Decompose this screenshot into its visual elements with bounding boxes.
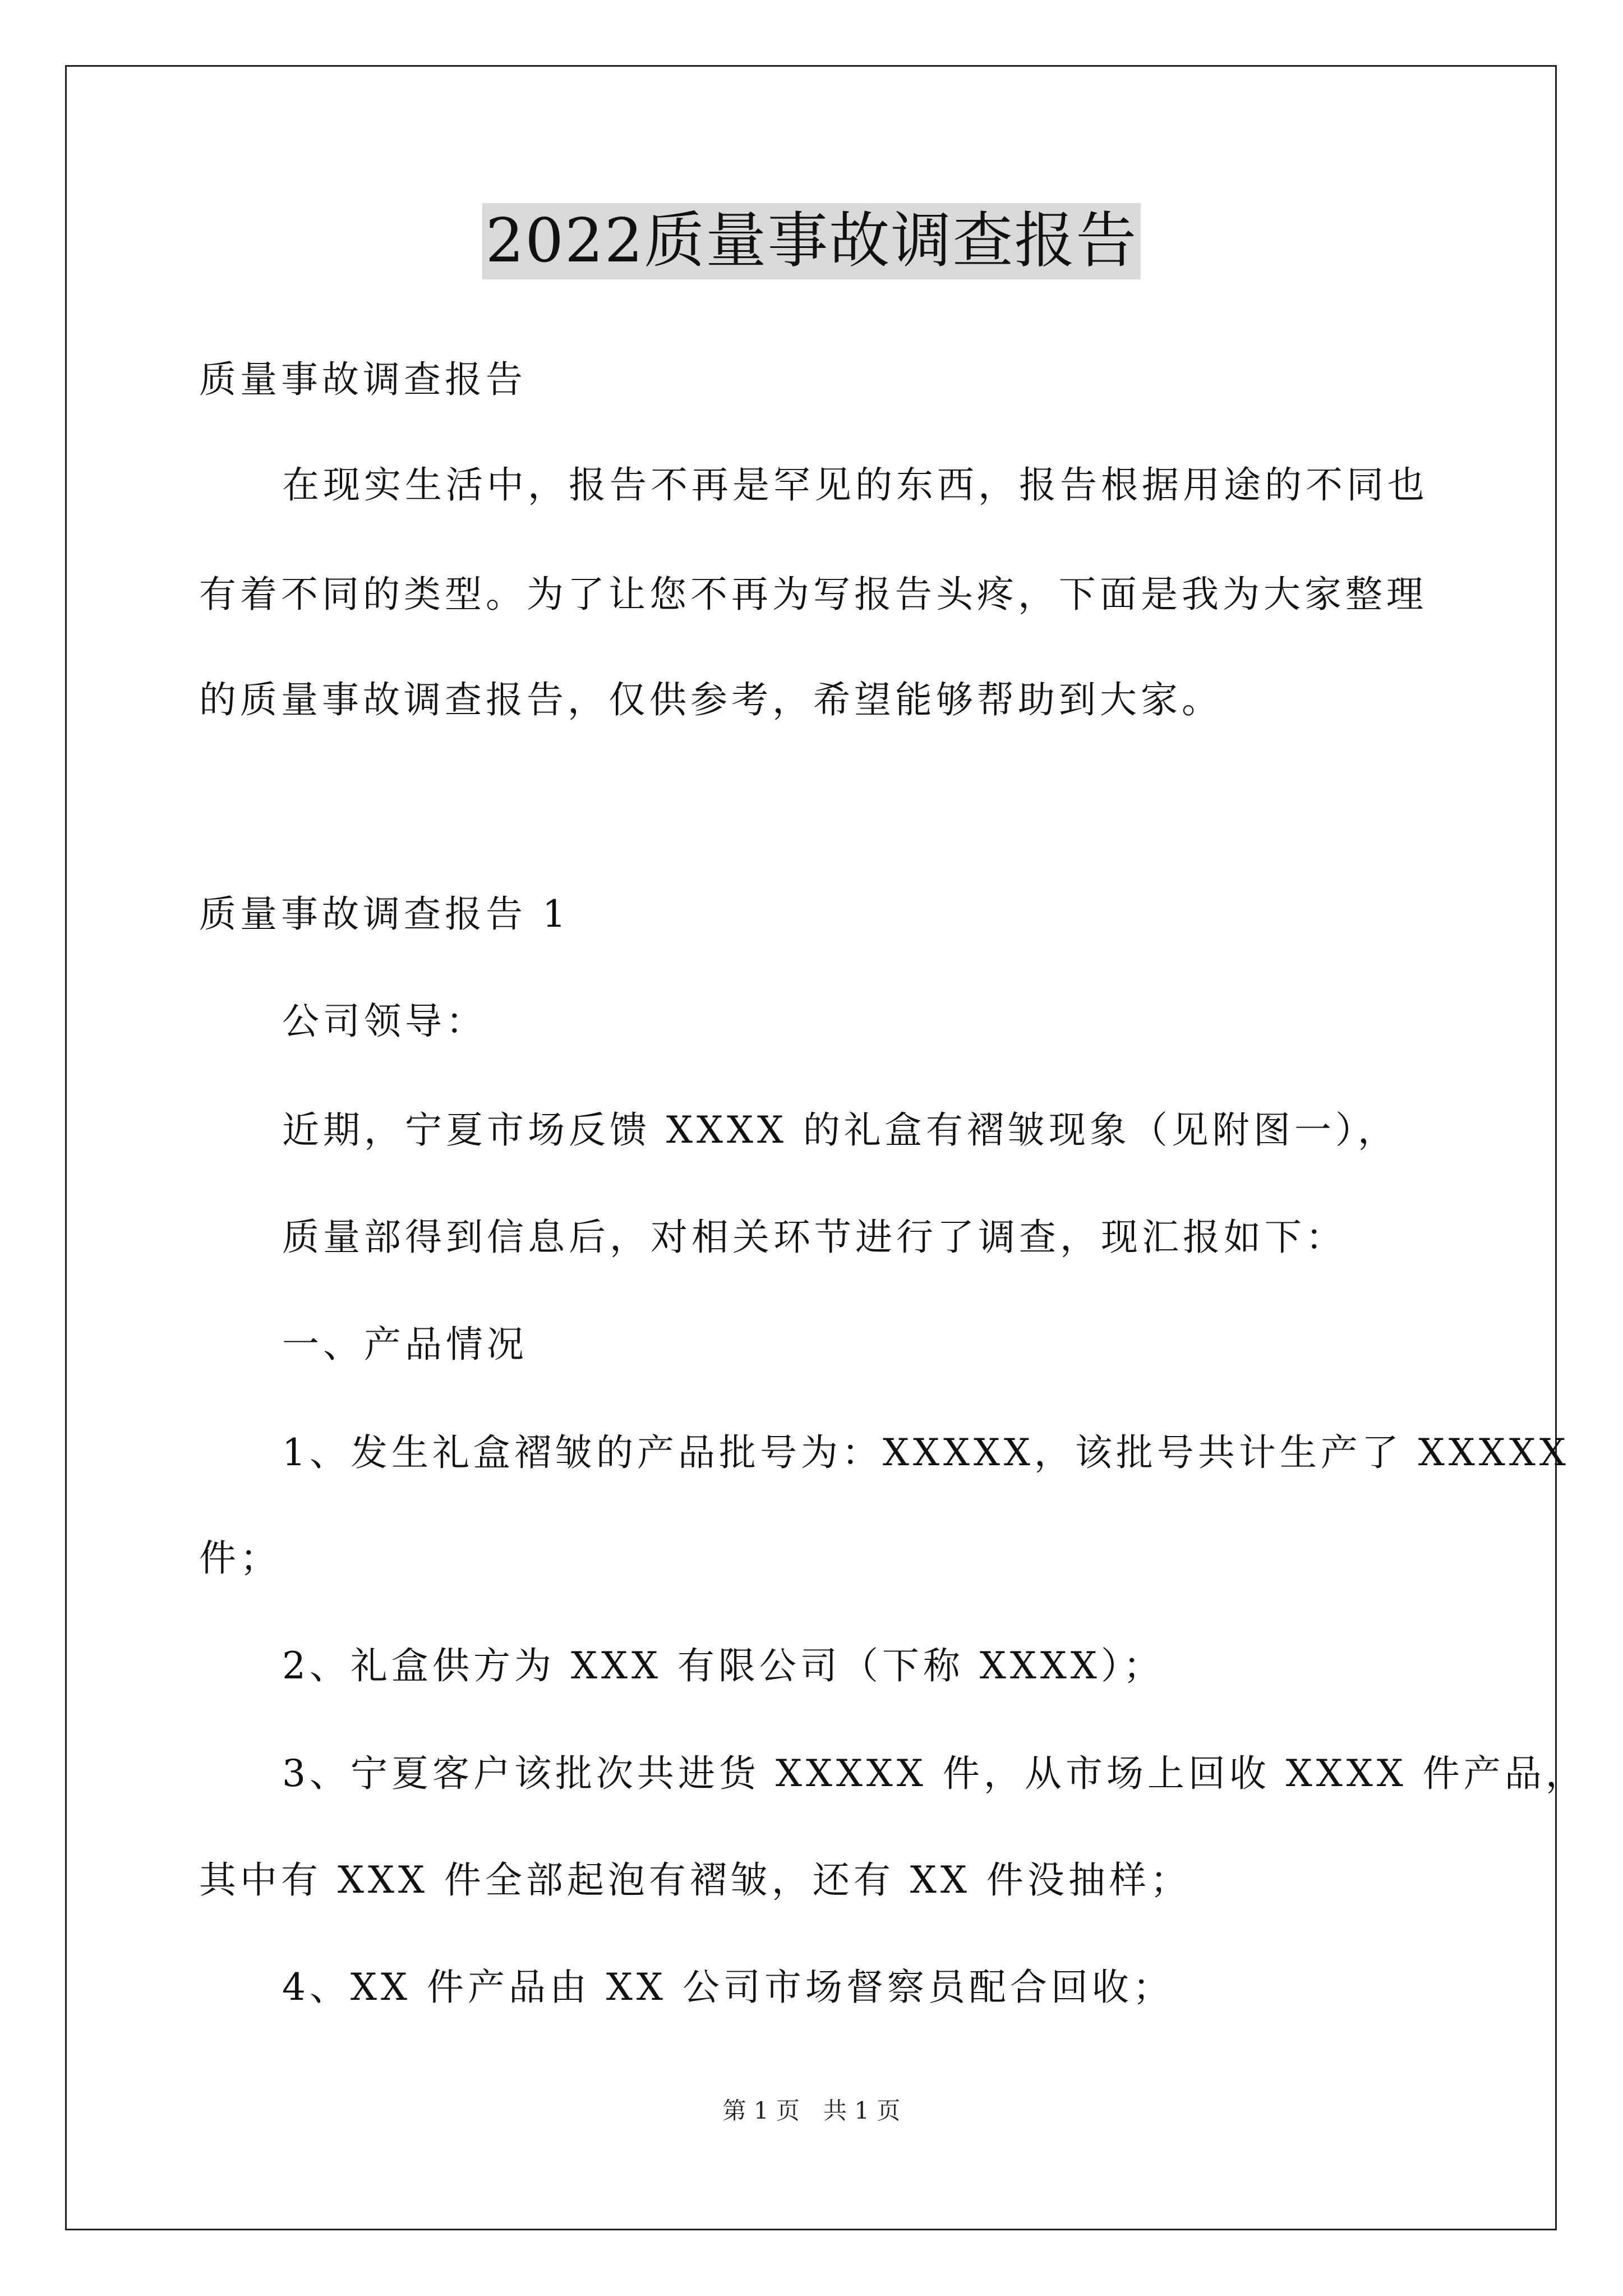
paragraph-line: 近期，宁夏市场反馈 XXXX 的礼盒有褶皱现象（见附图一）， (282, 1108, 1399, 1152)
paragraph-line: 有着不同的类型。为了让您不再为写报告头疼，下面是我为大家整理 (199, 573, 1427, 616)
page-footer: 第 1 页 共 1 页 (722, 2097, 901, 2124)
paragraph-line: 其中有 XXX 件全部起泡有褶皱，还有 XX 件没抽样； (199, 1858, 1191, 1902)
paragraph-line: 1、发生礼盒褶皱的产品批号为：XXXXX，该批号共计生产了 XXXXX (282, 1431, 1570, 1474)
paragraph-line: 的质量事故调查报告，仅供参考，希望能够帮助到大家。 (199, 678, 1223, 721)
title-container (0, 203, 1623, 279)
document-title: 2022质量事故调查报告 (482, 203, 1141, 279)
paragraph-line: 一、产品情况 (282, 1323, 528, 1366)
paragraph-line: 质量部得到信息后，对相关环节进行了调查，现汇报如下： (282, 1216, 1347, 1259)
paragraph-line: 件； (199, 1536, 281, 1580)
paragraph-line: 2、礼盒供方为 XXX 有限公司（下称 XXXX）； (282, 1644, 1164, 1687)
subtitle: 质量事故调查报告 (199, 358, 527, 401)
section-heading: 质量事故调查报告 1 (199, 892, 570, 936)
paragraph-line: 公司领导： (282, 1000, 487, 1043)
paragraph-line: 3、宁夏客户该批次共进货 XXXXX 件，从市场上回收 XXXX 件产品， (282, 1752, 1587, 1795)
paragraph-line: 在现实生活中，报告不再是罕见的东西，报告根据用途的不同也 (282, 463, 1428, 507)
paragraph-line: 4、XX 件产品由 XX 公司市场督察员配合回收； (282, 1966, 1174, 2009)
